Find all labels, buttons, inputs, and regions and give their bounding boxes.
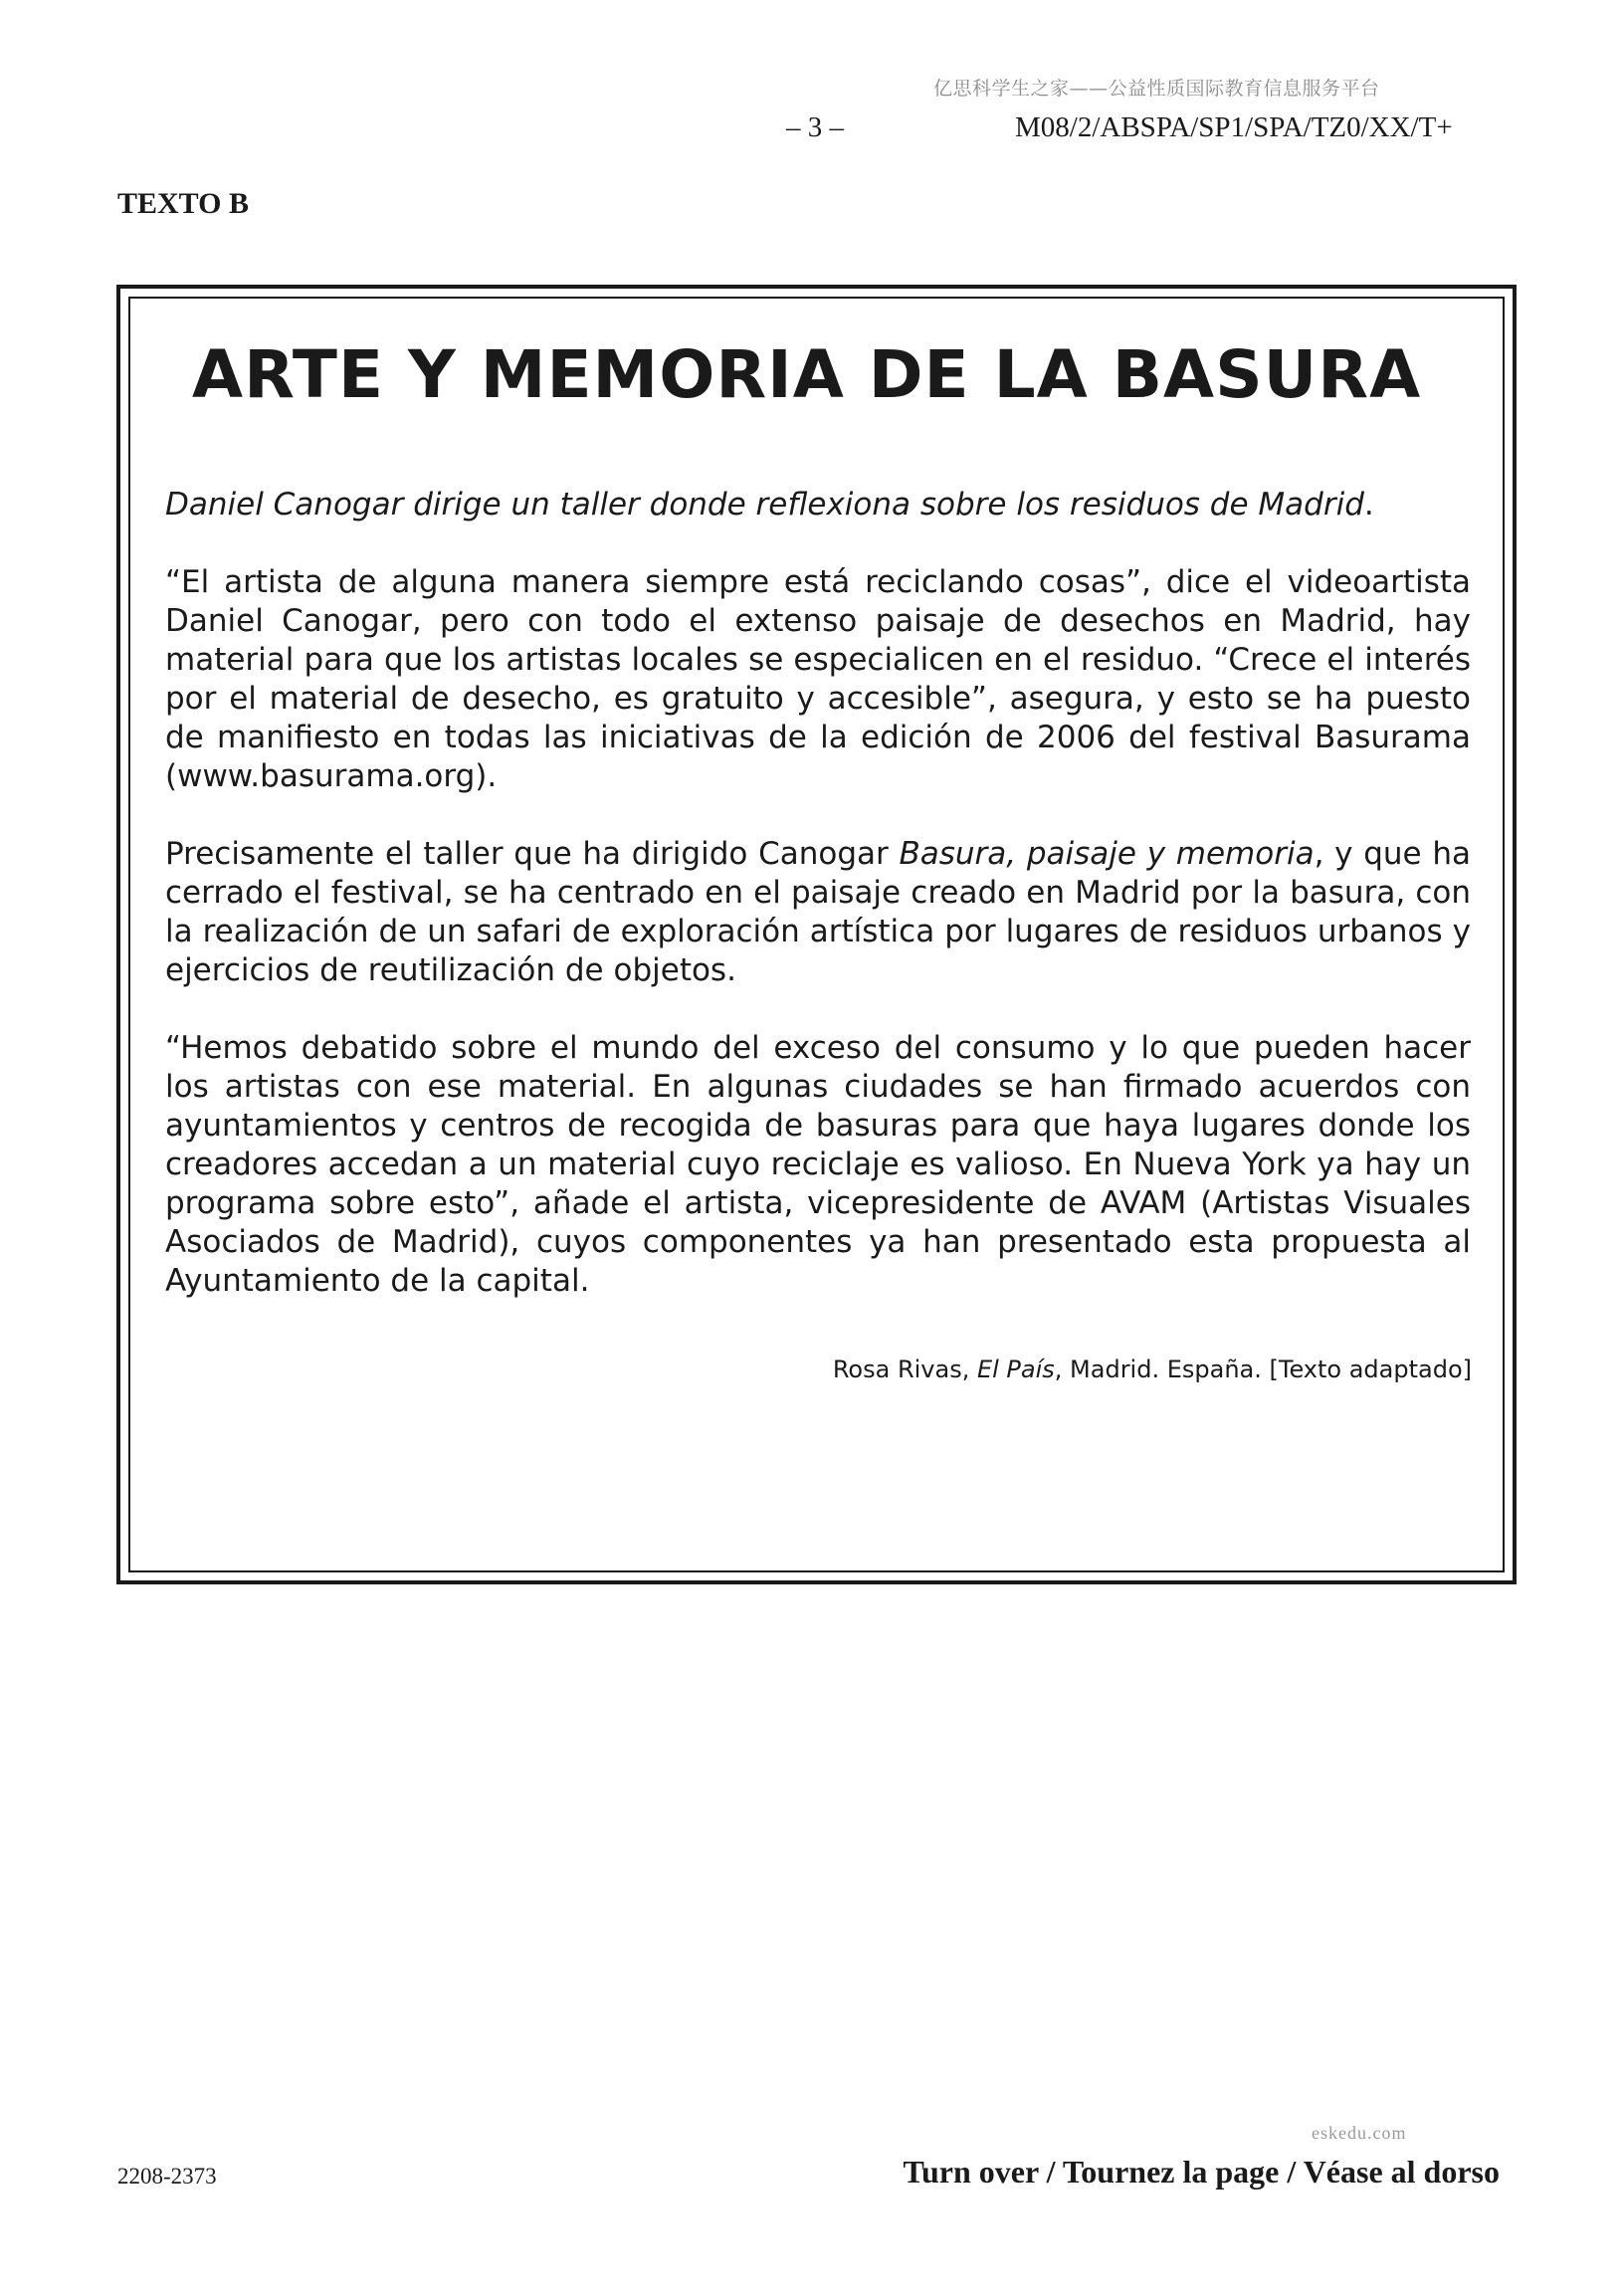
source-rest: , Madrid. España. [Texto adaptado] [1054,1356,1472,1383]
footer-watermark: eskedu.com [1312,2123,1407,2143]
document-code: M08/2/ABSPA/SP1/SPA/TZ0/XX/T+ [1015,111,1453,143]
footer-code: 2208-2373 [117,2164,217,2189]
article-subtitle-period: . [1363,487,1374,522]
source-publication: El País [976,1356,1055,1383]
article-subtitle [165,486,1471,524]
paragraph-2-end: , y que ha cerrado el festival, se ha centrado en el paisaje creado en Madrid por la basura, con la realización de un safari de exploración artística por lugares de residuos urbanos y ejercicios de reutilización de objetos. [165,836,1471,988]
header-watermark: 亿思科学生之家——公益性质国际教育信息服务平台 [933,78,1380,100]
article-body [165,486,1471,1340]
paragraph-2-start: Precisamente el taller que ha dirigido Canogar [165,836,900,872]
article-paragraph-2 [165,835,1471,990]
article-subtitle-text: Daniel Canogar dirige un taller donde reflexiona sobre los residuos de Madrid [165,487,1364,522]
article-paragraph-1: “El artista de alguna manera siempre está reciclando cosas”, dice el videoartista Daniel Canogar, pero con todo el extenso paisaje de desechos en Madrid, hay material para que los artistas locales se especialicen en el residuo. “Crece el interés por el material de desecho, es gratuito y accesible”, asegura, y esto se ha puesto de manifiesto en todas las iniciativas de la edición de 2006 del festival Basurama (www.basurama.org). [165,564,1471,794]
page-number: – 3 – [786,111,844,143]
turn-over-notice: Turn over / Tournez la page / Véase al dorso [903,2154,1500,2190]
article-paragraph-3: “Hemos debatido sobre el mundo del exceso del consumo y lo que pueden hacer los artistas con ese material. En algunas ciudades se han firmado acuerdos con ayuntamientos y centros de recogida de basuras para que haya lugares donde los creadores accedan a un material cuyo reciclaje es valioso. En Nueva York ya hay un programa sobre esto”, añade el artista, vicepresidente de AVAM (Artistas Visuales Asociados de Madrid), cuyos componentes ya han presentado esta propuesta al Ayuntamiento de la capital. [165,1030,1471,1299]
section-label: TEXTO B [117,187,249,220]
article-title: ARTE Y MEMORIA DE LA BASURA [192,336,1422,413]
workshop-title: Basura, paisaje y memoria [899,836,1315,872]
source-author: Rosa Rivas, [832,1356,977,1383]
article-source [833,1356,1472,1383]
